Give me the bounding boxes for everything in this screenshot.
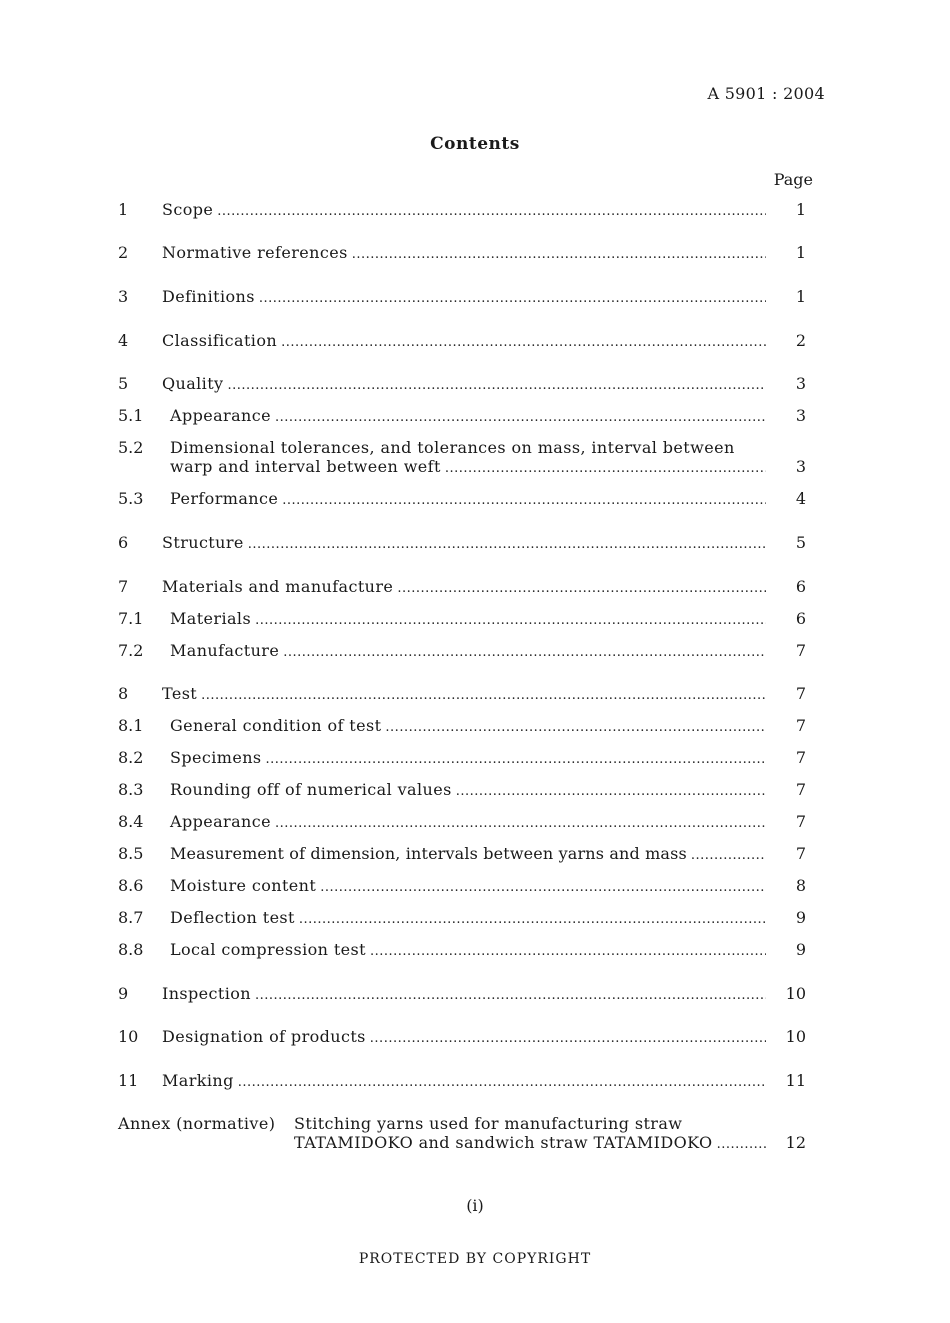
toc-entry-text <box>162 1071 766 1090</box>
toc-entry-text <box>170 609 766 628</box>
toc-entry-text <box>162 243 766 262</box>
toc-entry-text <box>162 1027 766 1046</box>
toc-entry-text <box>170 876 766 895</box>
leader-dots <box>370 944 766 959</box>
toc-page: 4 <box>795 489 806 508</box>
leader-dots <box>248 537 766 552</box>
page-column-label: Page <box>773 170 813 189</box>
toc-number: 11 <box>118 1071 139 1090</box>
toc-page: 7 <box>795 844 806 863</box>
toc-entry-text <box>162 577 766 596</box>
toc-number: 3 <box>118 287 129 306</box>
toc-page: 8 <box>795 876 806 895</box>
annex-page: 12 <box>785 1133 806 1152</box>
leader-dots <box>238 1075 766 1090</box>
toc-page: 7 <box>795 641 806 660</box>
toc-entry-text <box>170 812 766 831</box>
toc-page: 7 <box>795 684 806 703</box>
toc-label: Deflection test <box>170 908 295 927</box>
toc-page: 9 <box>795 908 806 927</box>
toc-page: 7 <box>795 716 806 735</box>
leader-dots <box>282 493 766 508</box>
toc-entry-text <box>162 287 766 306</box>
toc-label: Materials and manufacture <box>162 577 394 596</box>
toc-label: Measurement of dimension, intervals between yarns and mass <box>170 844 687 863</box>
toc-label: Moisture content <box>170 876 317 895</box>
leader-dots <box>281 335 766 350</box>
toc-number: 7.2 <box>118 641 144 660</box>
page-title: Contents <box>430 134 520 154</box>
annex-title-line2: TATAMIDOKO and sandwich straw TATAMIDOKO <box>294 1133 713 1152</box>
leader-dots <box>266 752 766 767</box>
toc-label: Materials <box>170 609 252 628</box>
toc-number: 10 <box>118 1027 139 1046</box>
toc-label: Manufacture <box>170 641 280 660</box>
toc-label: Specimens <box>170 748 262 767</box>
toc-entry-text <box>170 748 766 767</box>
toc-number: 7.1 <box>118 609 144 628</box>
toc-page: 3 <box>795 406 806 425</box>
toc-entry-text <box>170 641 766 660</box>
toc-page: 2 <box>795 331 806 350</box>
toc-label: Definitions <box>162 287 255 306</box>
toc-number: 8.7 <box>118 908 144 927</box>
toc-label: Local compression test <box>170 940 366 959</box>
leader-dots <box>259 291 766 306</box>
toc-entry-text <box>170 406 766 425</box>
leader-dots <box>691 848 766 863</box>
toc-entry-text <box>170 780 766 799</box>
toc-label: Appearance <box>170 812 271 831</box>
leader-dots <box>275 816 766 831</box>
leader-dots <box>299 912 766 927</box>
leader-dots <box>370 1031 766 1046</box>
leader-dots <box>385 720 766 735</box>
leader-dots <box>456 784 766 799</box>
toc-label: Performance <box>170 489 279 508</box>
toc-label: Test <box>162 684 198 703</box>
toc-number: 7 <box>118 577 129 596</box>
leader-dots <box>320 880 766 895</box>
leader-dots <box>217 204 766 219</box>
leader-dots <box>445 461 766 476</box>
toc-number: 8.2 <box>118 748 144 767</box>
toc-number: 8.3 <box>118 780 144 799</box>
toc-number: 8.1 <box>118 716 144 735</box>
toc-page: 7 <box>795 748 806 767</box>
leader-dots <box>283 645 766 660</box>
toc-label: Scope <box>162 200 214 219</box>
toc-number: 8.4 <box>118 812 144 831</box>
toc-page: 9 <box>795 940 806 959</box>
toc-label: General condition of test <box>170 716 382 735</box>
toc-number: 5.1 <box>118 406 144 425</box>
toc-page: 1 <box>795 200 806 219</box>
toc-number: 8.5 <box>118 844 144 863</box>
toc-entry-text <box>162 374 766 393</box>
toc-label: warp and interval between weft <box>170 457 441 476</box>
leader-dots <box>201 688 766 703</box>
toc-page: 10 <box>785 1027 806 1046</box>
leader-dots <box>397 581 766 596</box>
toc-number: 4 <box>118 331 129 350</box>
toc-entry-text <box>170 908 766 927</box>
toc-number: 5 <box>118 374 129 393</box>
leader-dots <box>227 378 766 393</box>
toc-label: Designation of products <box>162 1027 366 1046</box>
toc-entry-text <box>170 489 766 508</box>
toc-entry-text <box>170 716 766 735</box>
annex-entry-text <box>294 1133 766 1152</box>
toc-entry-text <box>162 984 766 1003</box>
toc-number: 1 <box>118 200 129 219</box>
leader-dots <box>275 410 766 425</box>
leader-dots <box>717 1137 766 1152</box>
toc-label: Structure <box>162 533 244 552</box>
toc-page: 3 <box>795 374 806 393</box>
toc-number: 5.3 <box>118 489 144 508</box>
standard-id: A 5901 : 2004 <box>707 84 825 103</box>
toc-page: 3 <box>795 457 806 476</box>
toc-page: 11 <box>785 1071 806 1090</box>
toc-label: Rounding off of numerical values <box>170 780 452 799</box>
toc-label: Normative references <box>162 243 348 262</box>
toc-page: 10 <box>785 984 806 1003</box>
toc-entry-text <box>170 940 766 959</box>
annex-title-line1: Stitching yarns used for manufacturing straw <box>294 1114 683 1133</box>
toc-number: 8.6 <box>118 876 144 895</box>
toc-page: 6 <box>795 609 806 628</box>
toc-page: 7 <box>795 812 806 831</box>
toc-label-line1: Dimensional tolerances, and tolerances on mass, interval between <box>170 438 735 457</box>
toc-entry-text <box>162 533 766 552</box>
toc-page: 7 <box>795 780 806 799</box>
toc-number: 9 <box>118 984 129 1003</box>
page-number: (i) <box>466 1196 484 1215</box>
toc-label: Inspection <box>162 984 251 1003</box>
toc-page: 1 <box>795 287 806 306</box>
toc-entry-text <box>162 200 766 219</box>
toc-number: 5.2 <box>118 438 144 457</box>
toc-number: 6 <box>118 533 129 552</box>
toc-entry-text <box>162 684 766 703</box>
toc-entry-text <box>170 457 766 476</box>
toc-label: Classification <box>162 331 278 350</box>
toc-number: 8 <box>118 684 129 703</box>
toc-page: 6 <box>795 577 806 596</box>
copyright-notice: PROTECTED BY COPYRIGHT <box>358 1251 592 1267</box>
toc-number: 2 <box>118 243 129 262</box>
toc-page: 5 <box>795 533 806 552</box>
toc-entry-text <box>162 331 766 350</box>
toc-page: 1 <box>795 243 806 262</box>
leader-dots <box>352 247 766 262</box>
leader-dots <box>255 988 766 1003</box>
toc-entry-text <box>170 844 766 863</box>
annex-label: Annex (normative) <box>118 1114 276 1133</box>
leader-dots <box>255 613 766 628</box>
toc-label: Quality <box>162 374 224 393</box>
toc-number: 8.8 <box>118 940 144 959</box>
toc-label: Marking <box>162 1071 234 1090</box>
toc-label: Appearance <box>170 406 271 425</box>
